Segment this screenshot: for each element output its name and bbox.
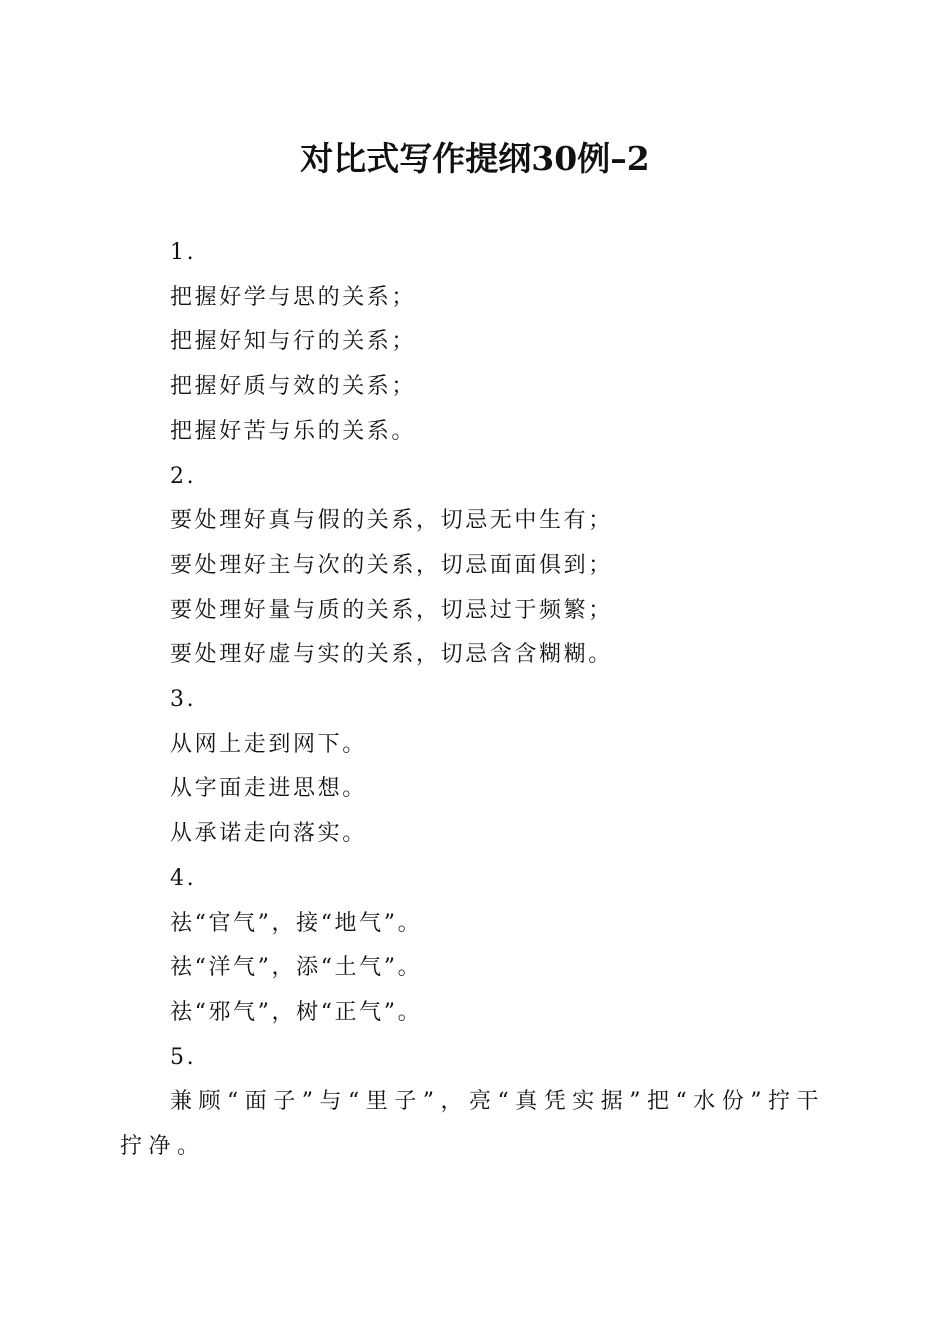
text-line: 从字面走进思想。 bbox=[170, 776, 367, 802]
section-number-2: 2. bbox=[170, 463, 197, 489]
text-line: 把握好质与效的关系； bbox=[170, 374, 417, 400]
text-line: 要处理好量与质的关系，切忌过于频繁； bbox=[170, 597, 613, 623]
text-line: 要处理好真与假的关系，切忌无中生有； bbox=[170, 508, 613, 534]
section-number-3: 3. bbox=[170, 687, 197, 713]
text-line: 把握好苦与乐的关系。 bbox=[170, 418, 417, 444]
text-line: 把握好学与思的关系； bbox=[170, 284, 417, 310]
section-number-5: 5. bbox=[170, 1044, 197, 1070]
text-line: 从承诺走向落实。 bbox=[170, 821, 367, 847]
document-title: 对比式写作提纲30例–2 bbox=[300, 139, 650, 178]
document-body bbox=[120, 231, 835, 1170]
section-number-4: 4. bbox=[170, 865, 197, 891]
text-line: 祛“邪气”，树“正气”。 bbox=[170, 999, 423, 1025]
text-line: 从网上走到网下。 bbox=[170, 731, 367, 757]
text-line: 要处理好虚与实的关系，切忌含含糊糊。 bbox=[170, 642, 613, 668]
text-line: 祛“官气”，接“地气”。 bbox=[170, 910, 423, 936]
text-line: 祛“洋气”，添“土气”。 bbox=[170, 955, 423, 981]
text-paragraph: 兼顾“面子”与“里子”，亮“真凭实据”把“水份”拧干拧净。 bbox=[120, 1089, 825, 1160]
section-number-1: 1. bbox=[170, 240, 197, 265]
text-line: 要处理好主与次的关系，切忌面面俱到； bbox=[170, 552, 613, 578]
text-line: 把握好知与行的关系； bbox=[170, 329, 417, 355]
